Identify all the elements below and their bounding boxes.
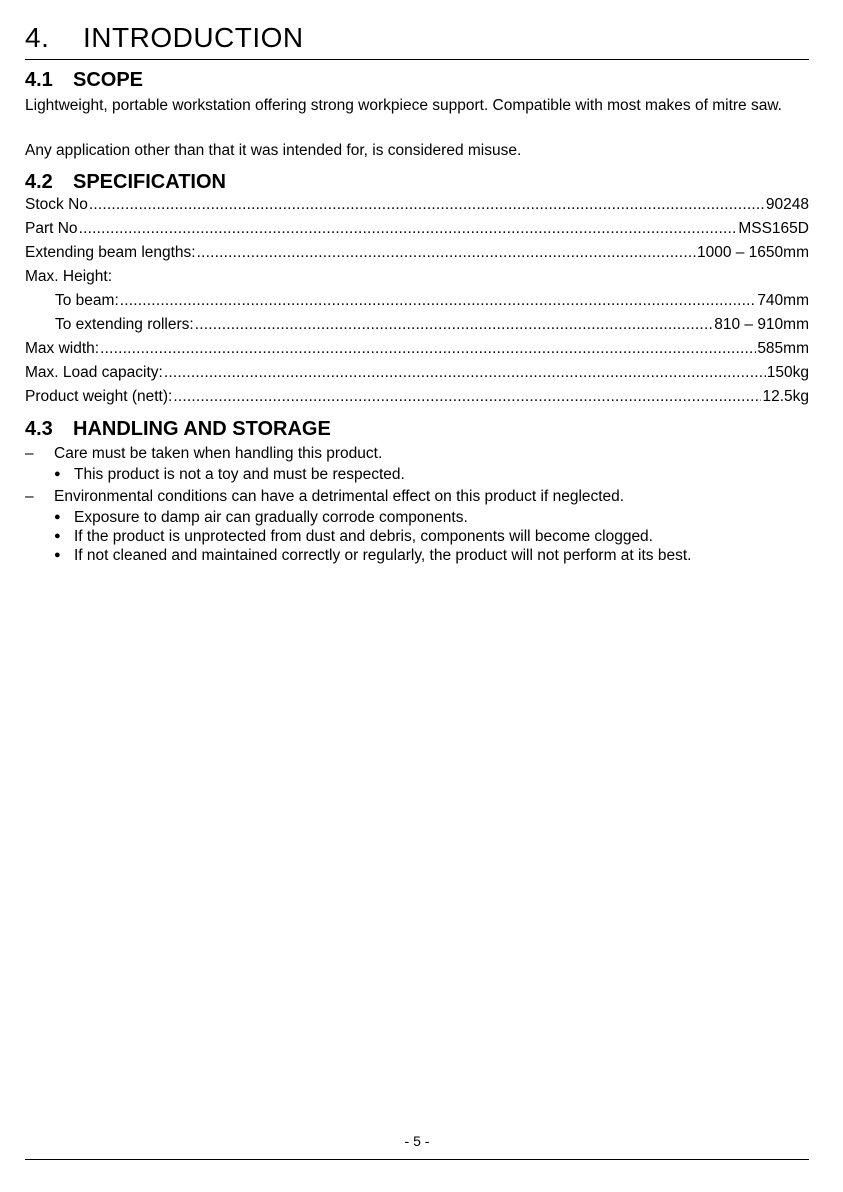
chapter-title bbox=[25, 20, 304, 56]
section-number: 4.3 bbox=[25, 418, 53, 440]
bullet-icon: ● bbox=[54, 530, 61, 542]
spec-value: 810 – 910mm bbox=[714, 316, 809, 333]
spec-row-product-weight bbox=[25, 387, 809, 411]
spec-value: 90248 bbox=[765, 196, 809, 213]
dot-leader bbox=[79, 219, 738, 239]
bullet-icon: ● bbox=[54, 549, 61, 561]
spec-label: Part No bbox=[25, 220, 78, 237]
dot-leader bbox=[164, 363, 766, 383]
spec-row-load-capacity bbox=[25, 363, 809, 387]
spec-label: Extending beam lengths: bbox=[25, 244, 196, 261]
dot-leader bbox=[173, 387, 761, 407]
bottom-divider bbox=[25, 1159, 809, 1160]
dot-leader bbox=[89, 195, 765, 215]
section-number: 4.1 bbox=[25, 69, 53, 91]
dot-leader bbox=[120, 291, 757, 311]
section-title: HANDLING AND STORAGE bbox=[73, 418, 331, 440]
section-heading-handling bbox=[25, 417, 331, 441]
bullet-text: If the product is unprotected from dust and debris, components will become clogged. bbox=[74, 528, 653, 545]
spec-value: MSS165D bbox=[738, 220, 809, 237]
list-item bbox=[25, 487, 809, 506]
spec-label: To extending rollers: bbox=[55, 316, 194, 333]
handling-list bbox=[25, 444, 809, 568]
bullet-text: This product is not a toy and must be respected. bbox=[74, 466, 405, 483]
spec-row-to-beam bbox=[25, 291, 809, 315]
spec-row-max-width bbox=[25, 339, 809, 363]
scope-misuse-paragraph: Any application other than that it was intended for, is considered misuse. bbox=[25, 142, 522, 159]
list-item-text: Care must be taken when handling this product. bbox=[54, 445, 383, 462]
page-number: - 5 - bbox=[404, 1133, 430, 1149]
section-title: SCOPE bbox=[73, 69, 144, 91]
section-title: SPECIFICATION bbox=[73, 171, 226, 193]
spec-value: 1000 – 1650mm bbox=[696, 244, 809, 261]
dash-marker: – bbox=[25, 445, 34, 462]
spec-value: 150kg bbox=[766, 364, 809, 381]
spec-row-beam-lengths bbox=[25, 243, 809, 267]
spec-value: 12.5kg bbox=[762, 388, 809, 405]
section-number: 4.2 bbox=[25, 171, 53, 193]
spec-row-part-no bbox=[25, 219, 809, 243]
handling-group bbox=[25, 487, 809, 565]
spec-label: Stock No bbox=[25, 196, 88, 213]
bullet-icon: ● bbox=[54, 511, 61, 523]
top-divider bbox=[25, 59, 809, 60]
spec-row-max-height bbox=[25, 267, 809, 291]
spec-label: Product weight (nett): bbox=[25, 388, 173, 405]
handling-group bbox=[25, 444, 809, 484]
document-page bbox=[25, 0, 809, 1192]
bullet-item bbox=[25, 527, 809, 546]
spec-label: Max. Load capacity: bbox=[25, 364, 163, 381]
chapter-title-text: INTRODUCTION bbox=[83, 22, 304, 53]
section-heading-specification bbox=[25, 170, 226, 194]
dot-leader bbox=[197, 243, 696, 263]
spec-label: To beam: bbox=[55, 292, 119, 309]
spec-label: Max width: bbox=[25, 340, 100, 357]
spec-value: 585mm bbox=[757, 340, 809, 357]
spec-value: 740mm bbox=[757, 292, 809, 309]
dot-leader bbox=[100, 339, 756, 359]
scope-paragraph: Lightweight, portable workstation offering strong workpiece support. Compatible with most makes of mitre saw. bbox=[25, 97, 782, 114]
dash-marker: – bbox=[25, 488, 34, 505]
dot-leader bbox=[195, 315, 714, 335]
bullet-item bbox=[25, 508, 809, 527]
section-heading-scope bbox=[25, 68, 143, 92]
specification-list bbox=[25, 195, 809, 411]
list-item-text: Environmental conditions can have a detrimental effect on this product if neglected. bbox=[54, 488, 625, 505]
bullet-item bbox=[25, 465, 809, 484]
spec-row-to-rollers bbox=[25, 315, 809, 339]
spec-label: Max. Height: bbox=[25, 268, 113, 285]
list-item bbox=[25, 444, 809, 463]
spec-row-stock-no bbox=[25, 195, 809, 219]
bullet-text: Exposure to damp air can gradually corrode components. bbox=[74, 509, 468, 526]
bullet-icon: ● bbox=[54, 468, 61, 480]
bullet-text: If not cleaned and maintained correctly or regularly, the product will not perform at its best. bbox=[74, 547, 692, 564]
chapter-number: 4. bbox=[25, 22, 50, 53]
bullet-item bbox=[25, 546, 809, 565]
